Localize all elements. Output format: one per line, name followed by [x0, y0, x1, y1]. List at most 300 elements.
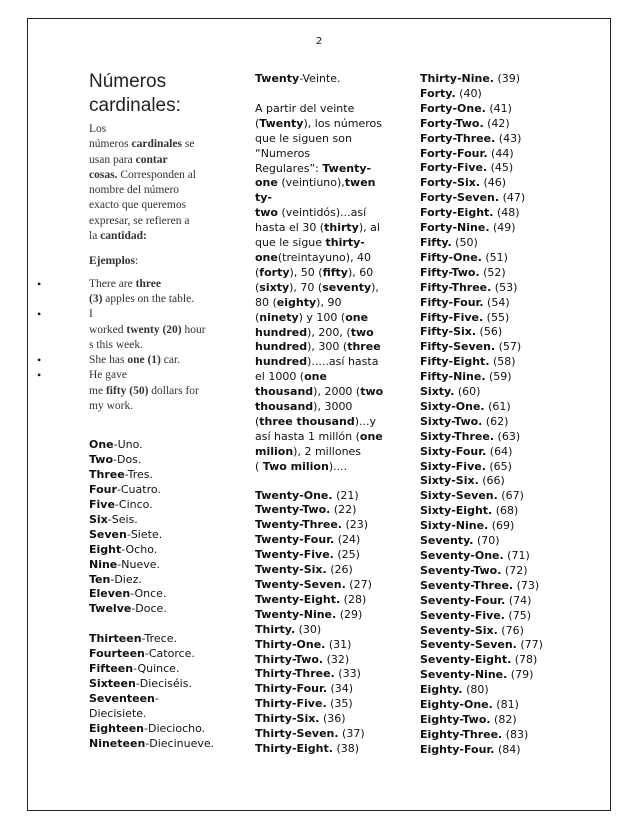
- number-entry: [420, 579, 590, 594]
- bold-text: Forty-Eight.: [420, 206, 494, 220]
- text: exacto que queremos: [89, 199, 187, 212]
- number-entry: [420, 400, 590, 415]
- bold-text: three: [135, 277, 161, 290]
- paragraph-line: [89, 198, 221, 213]
- text: (77): [516, 638, 543, 652]
- text: (27): [345, 578, 372, 591]
- bold-text: Sixty-Three.: [420, 429, 495, 443]
- bold-text: Thirty-Three.: [255, 667, 335, 681]
- examples-list: [89, 277, 221, 415]
- text: (30): [295, 622, 322, 636]
- paragraph-line: [89, 214, 221, 229]
- bold-text: Fifty-Four.: [420, 295, 484, 309]
- section-title: [89, 70, 221, 118]
- bold-text: ty-: [255, 191, 272, 205]
- bold-text: twen: [344, 176, 376, 190]
- bold-text: Twenty-Five.: [255, 548, 334, 562]
- paragraph-line: [255, 266, 390, 281]
- number-entry: [420, 191, 590, 206]
- number-entry: [89, 737, 221, 752]
- text: (59): [485, 370, 512, 384]
- example-line: [89, 292, 221, 307]
- text: (48): [493, 206, 520, 220]
- number-entry: [255, 608, 390, 623]
- bold-text: cosas.: [89, 168, 118, 181]
- text: ), 300 (: [307, 340, 348, 354]
- numbers-one-to-twelve: [89, 438, 221, 617]
- bold-text: milion: [255, 444, 294, 458]
- number-entry: [255, 667, 390, 682]
- bold-text: Thirty.: [255, 622, 296, 636]
- bold-text: thousand: [255, 400, 314, 414]
- text: usan para: [89, 153, 136, 166]
- number-entry: [420, 698, 590, 713]
- bold-text: eighty: [276, 295, 317, 309]
- bold-text: Seventy-Four.: [420, 593, 506, 607]
- text: my work.: [89, 400, 134, 413]
- number-entry: [89, 692, 221, 707]
- paragraph-line: [255, 162, 390, 177]
- text: -Diecinueve.: [145, 736, 215, 750]
- text: He gave: [89, 369, 127, 382]
- number-entry: [420, 311, 590, 326]
- page-number: 2: [315, 36, 323, 47]
- number-entry: [255, 518, 390, 533]
- title-line-2: cardinales:: [89, 95, 181, 116]
- number-entry: [420, 415, 590, 430]
- number-entry: [420, 266, 590, 281]
- bold-text: Seventy-Three.: [420, 578, 514, 592]
- bold-text: Thirty-Eight.: [255, 741, 333, 755]
- number-entry: [420, 638, 590, 653]
- bold-text: Forty.: [420, 86, 456, 100]
- paragraph-line: [255, 251, 390, 266]
- number-entry: [255, 742, 390, 757]
- bold-text: Seventy-Seven.: [420, 638, 517, 652]
- number-entry: [89, 573, 221, 588]
- text: ), 70 (: [289, 280, 323, 294]
- text: (66): [478, 474, 505, 488]
- text: que le siguen son: [255, 131, 352, 145]
- text: ).....así hasta: [307, 355, 379, 369]
- bold-text: twenty (20): [126, 323, 182, 336]
- number-entry: [255, 503, 390, 518]
- text: (: [255, 459, 263, 473]
- text: (75): [504, 608, 532, 622]
- numbers-thirteen-to-nineteen: [89, 632, 221, 751]
- bold-text: Fifty-Three.: [420, 280, 492, 294]
- example-line: [89, 399, 221, 414]
- number-entry: [420, 325, 590, 340]
- bold-text: Forty-One.: [420, 101, 486, 115]
- bold-text: Thirteen: [89, 632, 142, 646]
- number-entry: [420, 489, 590, 504]
- text: (60): [454, 385, 481, 399]
- number-entry: [420, 743, 590, 758]
- bold-text: Eighty.: [420, 683, 463, 697]
- number-entry: [420, 385, 590, 400]
- paragraph-line: [255, 460, 390, 475]
- text: (52): [479, 265, 506, 279]
- number-entry: [420, 624, 590, 639]
- number-entry: [420, 519, 590, 534]
- bold-text: Nineteen: [89, 736, 146, 750]
- title-line-1: Números: [89, 71, 167, 92]
- paragraph-line: [255, 340, 390, 355]
- bold-text: Fifty-Two.: [420, 265, 480, 279]
- bold-text: Seventy.: [420, 534, 474, 548]
- bold-text: Fifty-Five.: [420, 310, 484, 324]
- paragraph-line: [255, 355, 390, 370]
- text: -Tres.: [124, 468, 154, 482]
- bold-text: thirty: [324, 221, 359, 235]
- text: (49): [489, 221, 516, 235]
- text: (62): [482, 414, 509, 428]
- bold-text: Sixty-Five.: [420, 459, 486, 473]
- bold-text: Twenty: [255, 72, 300, 85]
- bold-text: Thirty-Five.: [255, 697, 327, 711]
- number-entry: [420, 251, 590, 266]
- number-entry: [420, 668, 590, 683]
- numbers-21-to-38: [255, 489, 390, 757]
- bold-text: Forty-Two.: [420, 116, 484, 130]
- text: -Veinte.: [299, 72, 341, 85]
- number-entry: [89, 483, 221, 498]
- numbers-39-to-84: [420, 72, 590, 758]
- text: (40): [455, 86, 482, 100]
- text: (72): [501, 563, 528, 577]
- text: (23): [342, 518, 369, 532]
- bold-text: cardinales: [131, 138, 182, 151]
- text: (63): [494, 429, 521, 443]
- text: -Trece.: [141, 632, 177, 646]
- text: (64): [486, 444, 513, 458]
- text: -Dieciséis.: [135, 676, 192, 690]
- bold-text: Forty-Nine.: [420, 221, 490, 235]
- text: (53): [491, 280, 518, 294]
- bold-text: contar: [135, 153, 168, 166]
- bold-text: Sixty-Eight.: [420, 504, 493, 518]
- text: -Cinco.: [114, 497, 153, 511]
- bold-text: Ten: [89, 572, 111, 586]
- bold-text: sixty: [259, 280, 290, 294]
- text: (34): [327, 682, 354, 696]
- bold-text: Twenty-: [322, 161, 372, 175]
- bold-text: Thirty-Seven.: [255, 727, 339, 741]
- bold-text: hundred: [255, 355, 308, 369]
- number-entry: [89, 647, 221, 662]
- paragraph-line: [255, 370, 390, 385]
- bold-text: one: [255, 250, 278, 264]
- bold-text: Twenty-One.: [255, 488, 333, 502]
- bold-text: seventy: [322, 280, 372, 294]
- text: (36): [319, 712, 346, 726]
- text: -Nueve.: [117, 557, 160, 571]
- bold-text: Fifty-One.: [420, 250, 482, 264]
- bold-text: Thirty-Four.: [255, 682, 328, 696]
- text: (51): [481, 250, 508, 264]
- number-entry: [420, 72, 590, 87]
- paragraph-line: [255, 191, 390, 206]
- number-entry: [255, 578, 390, 593]
- bold-text: one: [255, 176, 278, 190]
- text: -Ocho.: [121, 542, 158, 556]
- example-item: [89, 277, 221, 308]
- text: (83): [502, 727, 529, 741]
- number-entry: [89, 498, 221, 513]
- text: worked: [89, 323, 127, 336]
- example-line: [89, 368, 221, 383]
- text: ) y 100 (: [298, 310, 346, 324]
- text: (61): [484, 399, 511, 413]
- number-entry: [420, 161, 590, 176]
- text: Los: [89, 123, 107, 135]
- number-entry: [420, 594, 590, 609]
- text: (treintayuno), 40: [277, 250, 372, 264]
- bold-text: Forty-Three.: [420, 131, 496, 145]
- paragraph-line: [89, 183, 221, 198]
- number-entry: [89, 528, 221, 543]
- bold-text: Seventy-Six.: [420, 623, 498, 637]
- number-entry: [255, 489, 390, 504]
- text: (22): [330, 503, 357, 517]
- number-entry: [420, 87, 590, 102]
- bold-text: Sixteen: [89, 676, 136, 690]
- number-entry: [420, 340, 590, 355]
- bold-text: Sixty-Six.: [420, 474, 479, 488]
- number-entry: [420, 445, 590, 460]
- number-entry: [420, 549, 590, 564]
- bold-text: Twenty-Six.: [255, 563, 327, 577]
- bold-text: Seventy-Five.: [420, 608, 505, 622]
- number-entry: [255, 563, 390, 578]
- bold-text: Fifteen: [89, 662, 134, 676]
- intro-paragraph: [89, 122, 221, 244]
- bold-text: Forty-Six.: [420, 176, 481, 190]
- text: I: [89, 308, 93, 321]
- paragraph-line: [255, 311, 390, 326]
- paragraph-line: [255, 281, 390, 296]
- paragraph-line: [89, 168, 221, 183]
- bold-text: Twenty-Two.: [255, 503, 331, 517]
- text: (21): [332, 488, 359, 502]
- bold-text: two: [350, 325, 374, 339]
- bold-text: Eleven: [89, 587, 131, 601]
- text: (29): [336, 607, 363, 621]
- number-entry: [420, 460, 590, 475]
- text: -Catorce.: [144, 647, 195, 661]
- text: (veintidós)...así: [277, 206, 367, 220]
- text: ), 3000: [313, 400, 353, 414]
- bold-text: Seven: [89, 527, 127, 541]
- number-entry: [89, 438, 221, 453]
- text: (69): [488, 519, 515, 533]
- example-item: [89, 307, 221, 353]
- number-entry: [255, 72, 390, 87]
- number-entry: [420, 221, 590, 236]
- bold-text: one: [304, 370, 327, 384]
- number-entry: [255, 682, 390, 697]
- number-entry: [255, 727, 390, 742]
- text: Corresponden al: [117, 168, 197, 181]
- example-line: [89, 384, 221, 399]
- paragraph-line: [89, 137, 221, 152]
- text: (67): [497, 489, 524, 503]
- text: el 1000 (: [255, 370, 305, 384]
- text: (28): [340, 592, 367, 606]
- text: ), 90: [316, 295, 342, 309]
- text: ), los números: [303, 116, 382, 130]
- number-entry: [89, 453, 221, 468]
- bold-text: Sixty-Seven.: [420, 489, 498, 503]
- number-entry: [420, 504, 590, 519]
- paragraph-line: [255, 132, 390, 147]
- text: (: [255, 310, 260, 324]
- ejemplos-heading: [89, 254, 221, 269]
- text: A partir del veinte: [255, 101, 355, 115]
- text: ), 200, (: [307, 325, 351, 339]
- bold-text: Eighty-One.: [420, 698, 493, 712]
- number-entry: [255, 638, 390, 653]
- bold-text: Fifty.: [420, 235, 452, 249]
- text: -Seis.: [107, 512, 138, 526]
- number-entry: [89, 543, 221, 558]
- text: Regulares”:: [255, 161, 323, 175]
- text: (veintiuno),: [277, 176, 345, 190]
- number-entry: [420, 117, 590, 132]
- paragraph-line: [255, 385, 390, 400]
- number-entry: [89, 602, 221, 617]
- bold-text: three thousand: [259, 414, 355, 428]
- text: (57): [495, 340, 522, 354]
- number-entry: [420, 474, 590, 489]
- text: (58): [489, 355, 516, 369]
- bold-text: Twenty-Seven.: [255, 578, 346, 591]
- number-entry: [255, 712, 390, 727]
- bold-text: Five: [89, 497, 115, 511]
- text: (79): [507, 668, 534, 682]
- ejemplos-label: Ejemplos: [89, 255, 135, 268]
- text: (44): [487, 146, 514, 160]
- paragraph-line: [89, 153, 221, 168]
- paragraph-line: [255, 176, 390, 191]
- text: car.: [160, 354, 181, 367]
- text: (33): [334, 667, 361, 681]
- text: (41): [485, 101, 512, 115]
- text: (31): [325, 637, 352, 651]
- number-entry: [89, 558, 221, 573]
- bold-text: Eighteen: [89, 721, 144, 735]
- bold-text: Nine: [89, 557, 118, 571]
- number-entry: [89, 468, 221, 483]
- bold-text: Thirty-Two.: [255, 652, 324, 666]
- bold-text: Eighty-Four.: [420, 742, 495, 756]
- text: (71): [503, 549, 530, 562]
- bold-text: Eighty-Three.: [420, 727, 503, 741]
- twenty-line: [255, 72, 390, 87]
- text: (81): [492, 698, 519, 712]
- paragraph-line: [255, 206, 390, 221]
- number-entry: [255, 548, 390, 563]
- bold-text: one: [345, 310, 369, 324]
- text: There are: [89, 277, 136, 290]
- text: (73): [513, 578, 540, 592]
- text: “Numeros: [255, 146, 311, 160]
- right-column: [420, 72, 590, 758]
- text: (70): [473, 534, 500, 548]
- example-line: [89, 353, 221, 368]
- example-line: [89, 338, 221, 353]
- bold-text: Sixty-Four.: [420, 444, 487, 458]
- text: -Uno.: [113, 438, 143, 452]
- bold-text: one (1): [127, 354, 161, 367]
- number-entry: [420, 653, 590, 668]
- text: ), 2000 (: [313, 385, 361, 399]
- number-entry: [420, 564, 590, 579]
- bold-text: Four: [89, 483, 117, 497]
- bold-text: Twenty-Nine.: [255, 607, 337, 621]
- text: (38): [332, 741, 360, 755]
- text: -Cuatro.: [116, 483, 161, 497]
- text: s this week.: [89, 338, 143, 351]
- bold-text: Eight: [89, 542, 122, 556]
- number-entry: [255, 623, 390, 638]
- text: (45): [487, 161, 514, 175]
- text: expresar, se refieren a: [89, 214, 190, 227]
- number-entry: [255, 653, 390, 668]
- number-entry: [89, 707, 221, 722]
- text: (56): [476, 325, 503, 339]
- number-entry: [255, 533, 390, 548]
- text: se: [181, 138, 195, 151]
- paragraph-line: [255, 430, 390, 445]
- bold-text: hundred: [255, 340, 308, 354]
- text: (26): [326, 563, 353, 577]
- text: hour: [181, 323, 206, 336]
- text: ), al: [358, 221, 380, 235]
- number-entry: [420, 281, 590, 296]
- text: (76): [497, 623, 524, 637]
- text: (65): [485, 459, 512, 473]
- number-entry: [255, 593, 390, 608]
- text: (54): [483, 295, 510, 309]
- bold-text: Thirty-Six.: [255, 712, 320, 726]
- bold-text: ninety: [259, 310, 299, 324]
- number-entry: [89, 632, 221, 647]
- number-entry: [420, 355, 590, 370]
- bold-text: Seventy-One.: [420, 549, 504, 562]
- text: me: [89, 384, 106, 397]
- bold-text: Two: [89, 453, 114, 467]
- text: (47): [499, 191, 526, 205]
- paragraph-line: [255, 117, 390, 132]
- bold-text: Fifty-Nine.: [420, 370, 486, 384]
- bold-text: Fifty-Eight.: [420, 355, 490, 369]
- text: dollars for: [148, 384, 199, 397]
- bold-text: One: [89, 438, 114, 452]
- text: (: [255, 414, 260, 428]
- paragraph-line: [255, 102, 390, 117]
- text: (68): [492, 504, 519, 518]
- bold-text: Seventeen: [89, 691, 155, 705]
- bold-text: Twenty: [259, 116, 304, 130]
- bold-text: fifty (50): [105, 384, 149, 397]
- number-entry: [420, 147, 590, 162]
- bold-text: Sixty-Nine.: [420, 519, 489, 533]
- text: (46): [480, 176, 507, 190]
- number-entry: [420, 609, 590, 624]
- bold-text: Thirty-Nine.: [420, 72, 494, 85]
